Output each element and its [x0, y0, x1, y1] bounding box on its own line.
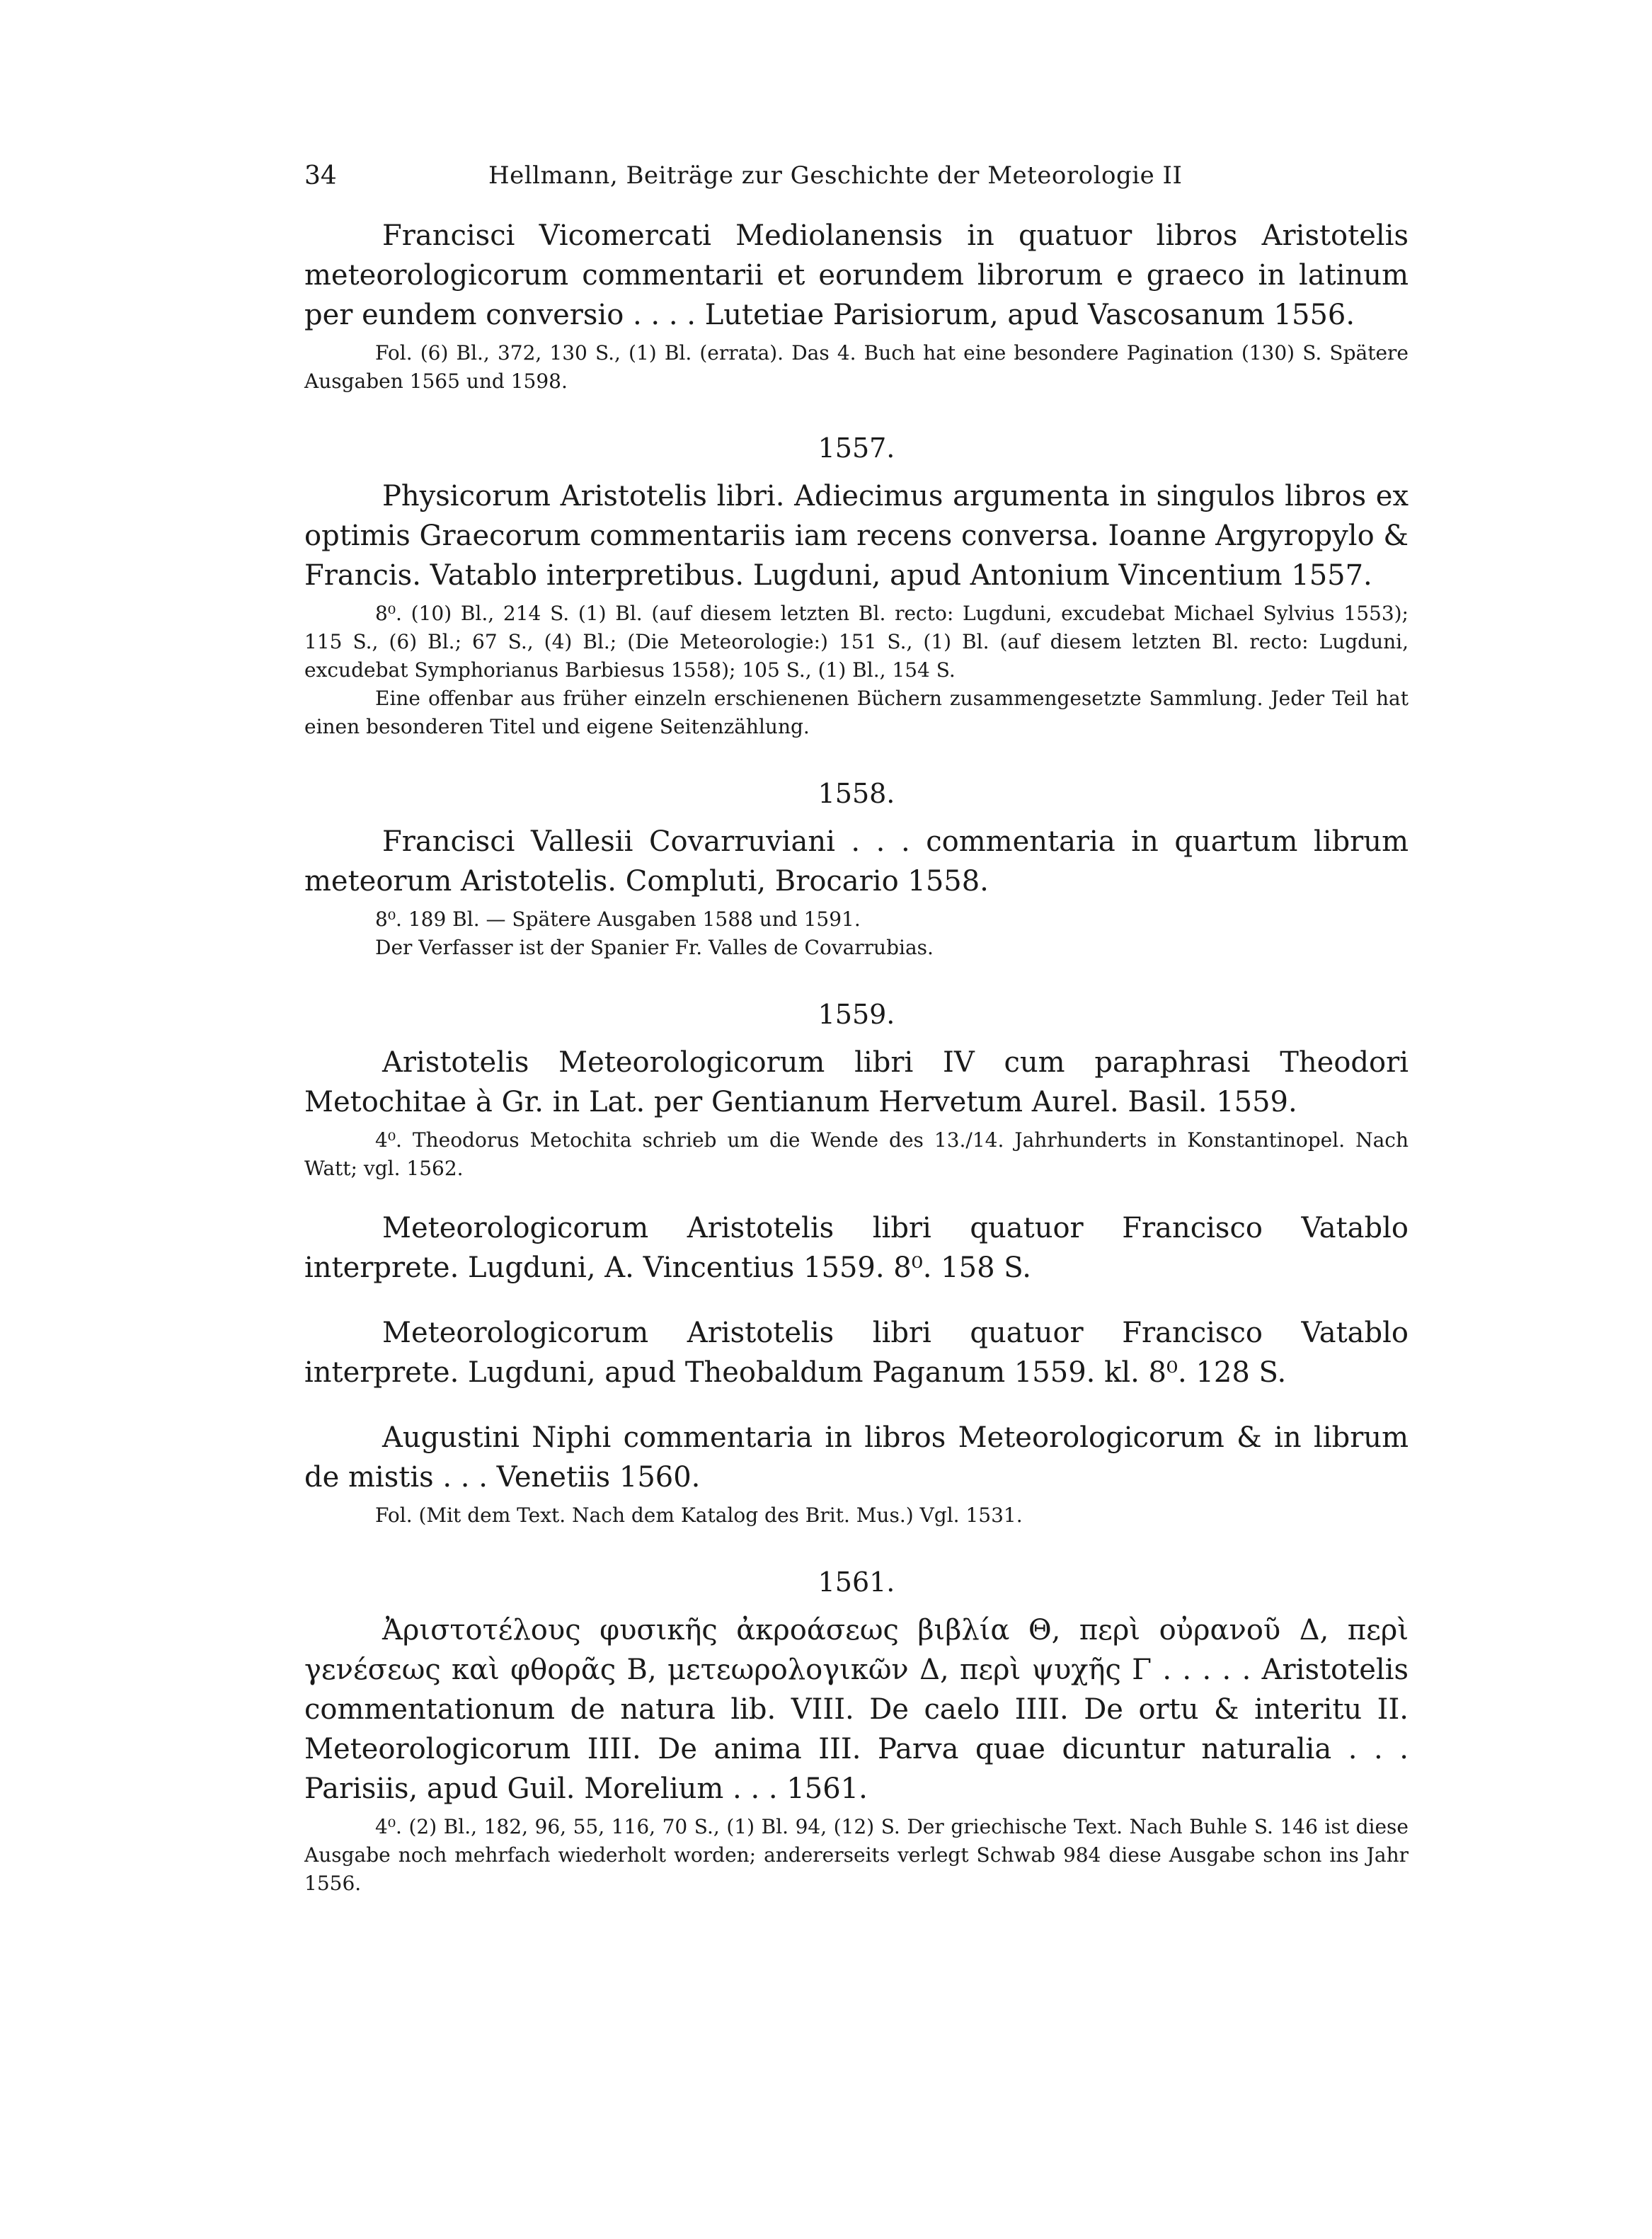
bibliography-entry [304, 216, 1409, 396]
page-header [304, 161, 1409, 197]
entry-note: Fol. (Mit dem Text. Nach dem Katalog des Brit. Mus.) Vgl. 1531. [375, 1504, 1023, 1527]
entry-note: Eine offenbar aus früher einzeln erschienenen Büchern zusammengesetzte Sammlung. Jeder Teil hat einen besonderen Titel und eigene Seitenzählung. [304, 687, 1409, 738]
entry-title: Ἀριστοτέλους φυσικῆς ἀκροάσεως βιβλία Θ, περὶ οὐρανοῦ Δ, περὶ γενέσεως καὶ φθορᾶς Β, μετεωρολογικῶν Δ, περὶ ψυχῆς Γ . . . . . Aristotelis commentationum de natura lib. VIII. De caelo IIII. De ortu & interitu II. Meteorologicorum IIII. De anima III. Parva quae dicuntur naturalia . . . Parisiis, apud Guil. Morelium . . . 1561. [304, 1614, 1409, 1805]
entry-title: Meteorologicorum Aristotelis libri quatuor Francisco Vatablo interprete. Lugduni, A. Vincentius 1559. 8⁰. 158 S. [304, 1212, 1409, 1284]
bibliography-entry [304, 1208, 1409, 1288]
year-heading: 1557. [818, 433, 895, 464]
entry-title: Augustini Niphi commentaria in libros Meteorologicorum & in librum de mistis . . . Venetiis 1560. [304, 1421, 1409, 1494]
bibliography-entry [304, 476, 1409, 741]
bibliography-entry [304, 1418, 1409, 1530]
entry-title: Meteorologicorum Aristotelis libri quatuor Francisco Vatablo interprete. Lugduni, apud Theobaldum Paganum 1559. kl. 8⁰. 128 S. [304, 1317, 1409, 1389]
entry-title: Physicorum Aristotelis libri. Adiecimus argumenta in singulos libros ex optimis Graecorum commentariis iam recens conversa. Ioanne Argyropylo & Francis. Vatablo interpretibus. Lugduni, apud Antonium Vincentium 1557. [304, 480, 1409, 592]
entry-note: 8⁰. 189 Bl. — Spätere Ausgaben 1588 und 1591. [375, 907, 861, 931]
entry-note: 4⁰. Theodorus Metochita schrieb um die Wende des 13./14. Jahrhunderts in Konstantinopel. Nach Watt; vgl. 1562. [304, 1128, 1409, 1180]
entry-title: Francisci Vallesii Covarruviani . . . commentaria in quartum librum meteorum Aristotelis. Compluti, Brocario 1558. [304, 825, 1409, 898]
entry-note: Der Verfasser ist der Spanier Fr. Valles de Covarrubias. [375, 936, 934, 959]
page-number: 34 [304, 161, 337, 190]
bibliography-entry [304, 1313, 1409, 1392]
bibliography-entry [304, 1043, 1409, 1183]
spacer [304, 1288, 1409, 1313]
bibliography-entry [304, 822, 1409, 962]
year-heading: 1561. [818, 1567, 895, 1598]
entry-note: 8⁰. (10) Bl., 214 S. (1) Bl. (auf diesem letzten Bl. recto: Lugduni, excudebat Michael Sylvius 1553); 115 S., (6) Bl.; 67 S., (4) Bl.; (Die Meteorologie:) 151 S., (1) Bl. (auf diesem letzten Bl. recto: Lugduni, excudebat Symphorianus Barbiesus 1558); 105 S., (1) Bl., 154 S. [304, 602, 1409, 682]
page-body [304, 216, 1409, 1898]
bibliography-entry [304, 1610, 1409, 1898]
entry-note: 4⁰. (2) Bl., 182, 96, 55, 116, 70 S., (1) Bl. 94, (12) S. Der griechische Text. Nach Buhle S. 146 ist diese Ausgabe noch mehrfach wiederholt worden; andererseits verlegt Schwab 984 diese Ausgabe schon ins Jahr 1556. [304, 1815, 1409, 1895]
year-heading: 1558. [818, 778, 895, 809]
entry-title: Aristotelis Meteorologicorum libri IV cum paraphrasi Theodori Metochitae à Gr. in Lat. per Gentianum Hervetum Aurel. Basil. 1559. [304, 1046, 1409, 1118]
year-heading: 1559. [818, 999, 895, 1030]
running-title: Hellmann, Beiträge zur Geschichte der Meteorologie II [488, 161, 1183, 190]
entry-title: Francisci Vicomercati Mediolanensis in quatuor libros Aristotelis meteorologicorum commentarii et eorundem librorum e graeco in latinum per eundem conversio . . . . Lutetiae Parisiorum, apud Vascosanum 1556. [304, 219, 1409, 331]
spacer [304, 1183, 1409, 1208]
spacer [304, 1392, 1409, 1418]
entry-note: Fol. (6) Bl., 372, 130 S., (1) Bl. (errata). Das 4. Buch hat eine besondere Pagination (130) S. Spätere Ausgaben 1565 und 1598. [304, 341, 1409, 393]
